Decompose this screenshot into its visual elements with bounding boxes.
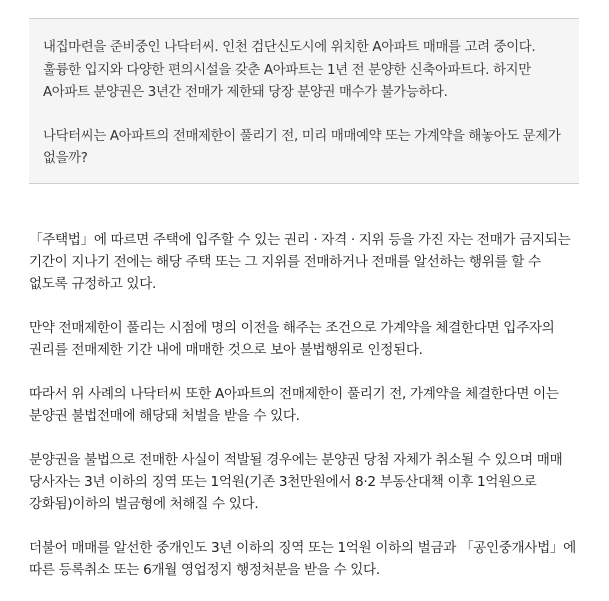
case-paragraph-intro: 내집마련을 준비중인 나닥터씨. 인천 검단신도시에 위치한 A아파트 매매를 고려 중이다. 훌륭한 입지와 다양한 편의시설을 갖춘 A아파트는 1년 전 분양한 신축아파트다. 하지만 A아파트 분양권은 3년간 전매가 제한돼 당장 분양권 매수가 불가능하다. xyxy=(43,40,536,100)
article-paragraph-housing-law: 「주택법」에 따르면 주택에 입주할 수 있는 권리 · 자격 · 지위 등을 가진 자는 전매가 금지되는 기간이 지나기 전에는 해당 주택 또는 그 지위를 전매하거나 전매를 알선하는 행위를 할 수 없도록 규정하고 있다. xyxy=(29,232,571,292)
article-paragraph-broker-penalty: 더불어 매매를 알선한 중개인도 3년 이하의 징역 또는 1억원 이하의 벌금과 「공인중개사법」에 따른 등록취소 또는 6개월 영업정지 행정처분을 받을 수 있다. xyxy=(29,540,576,578)
article-paragraph-penalty: 분양권을 불법으로 전매한 사실이 적발될 경우에는 분양권 당첨 자체가 취소될 수 있으며 매매 당사자는 3년 이하의 징역 또는 1억원(기존 3천만원에서 8·2 부동산대책 이후 1억원으로 강화됨)이하의 벌금형에 처해질 수 있다. xyxy=(29,452,563,512)
article-paragraph-case-conclusion: 따라서 위 사례의 나닥터씨 또한 A아파트의 전매제한이 풀리기 전, 가계약을 체결한다면 이는 분양권 불법전매에 해당돼 처벌을 받을 수 있다. xyxy=(29,386,559,424)
case-quote-box xyxy=(29,18,579,184)
article-body xyxy=(29,229,581,581)
article-paragraph-provisional-contract: 만약 전매제한이 풀리는 시점에 명의 이전을 해주는 조건으로 가계약을 체결한다면 입주자의 권리를 전매제한 기간 내에 매매한 것으로 보아 불법행위로 인정된다. xyxy=(29,320,555,358)
case-paragraph-question: 나닥터씨는 A아파트의 전매제한이 풀리기 전, 미리 매매예약 또는 가계약을 해놓아도 문제가 없을까? xyxy=(43,128,561,166)
